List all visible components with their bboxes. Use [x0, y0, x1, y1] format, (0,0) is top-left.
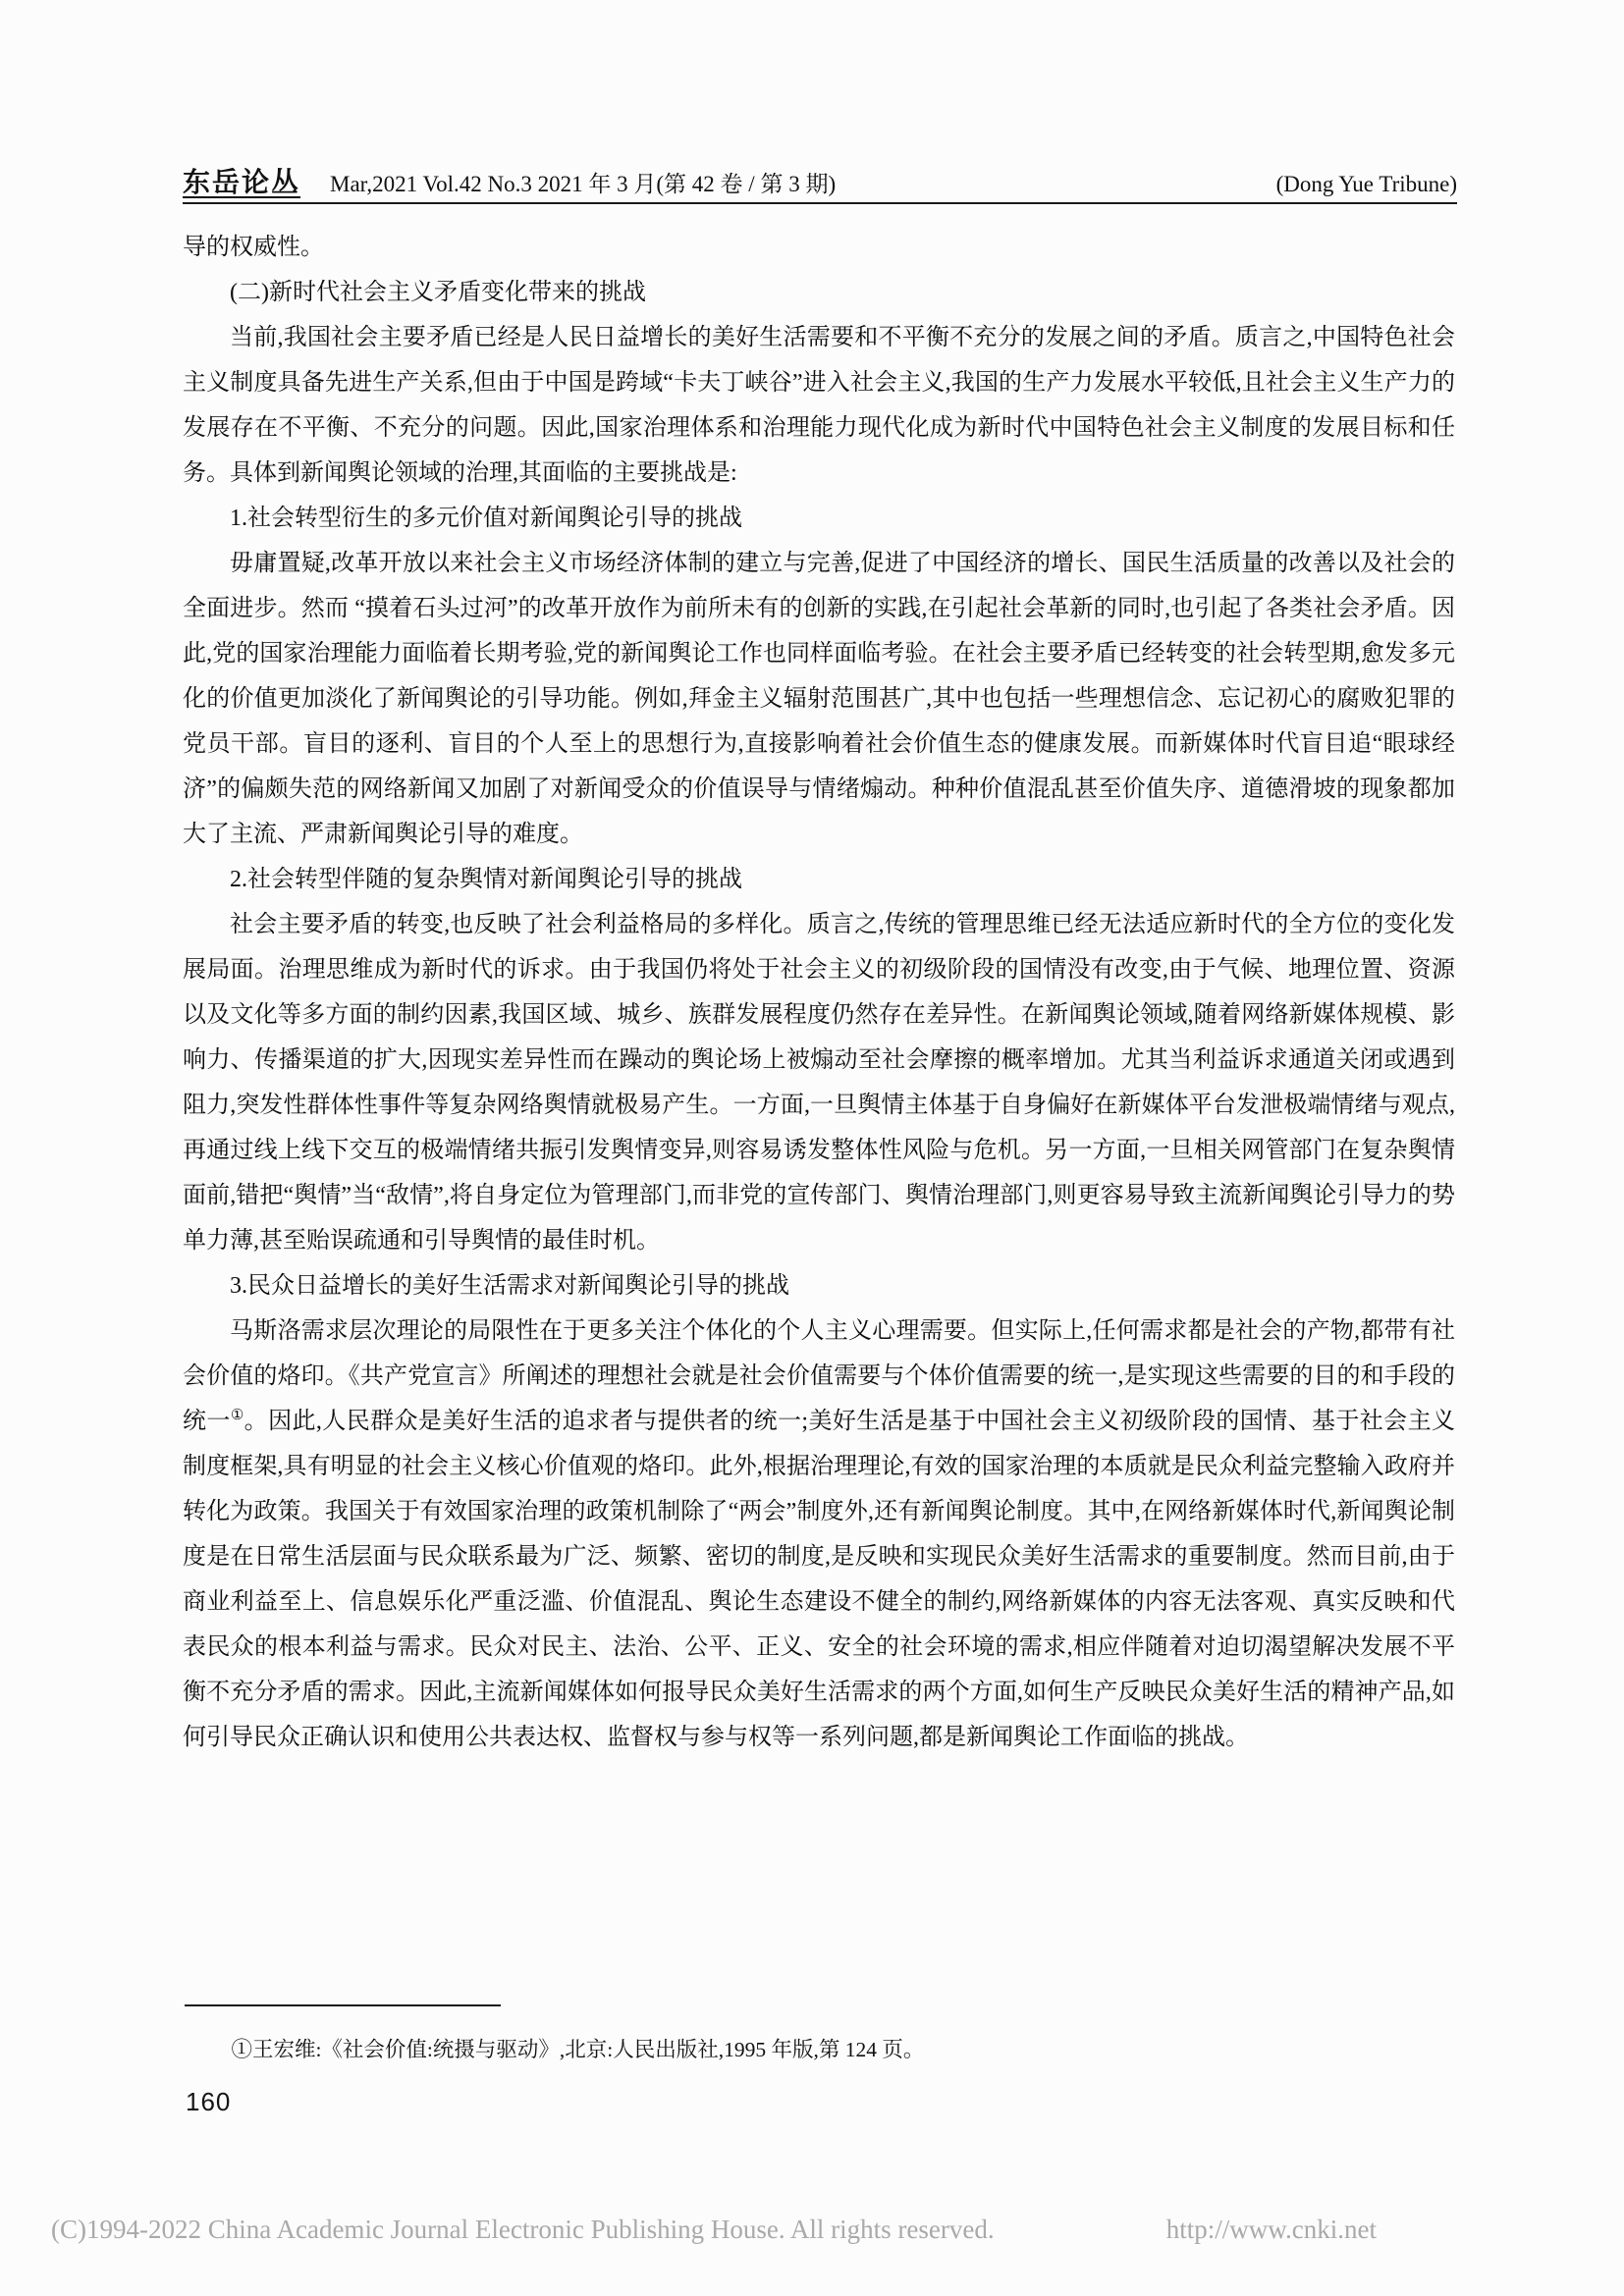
journal-title-english: (Dong Yue Tribune): [1275, 172, 1457, 196]
paragraph: 当前,我国社会主要矛盾已经是人民日益增长的美好生活需要和不平衡不充分的发展之间的矛盾。质言之,中国特色社会主义制度具备先进生产关系,但由于中国是跨域“卡夫丁峡谷”进入社会主义,我国的生产力发展水平较低,且社会主义生产力的发展存在不平衡、不充分的问题。因此,国家治理体系和治理能力现代化成为新时代中国特色社会主义制度的发展目标和任务。具体到新闻舆论领域的治理,其面临的主要挑战是:: [183, 325, 1455, 486]
header-left: [183, 161, 836, 200]
footnote: ①王宏维:《社会价值:统摄与驱动》,北京:人民出版社,1995 年版,第 124 页。: [231, 2038, 925, 2061]
issue-info: Mar,2021 Vol.42 No.3 2021 年 3 月(第 42 卷 / 第 3 期): [330, 172, 837, 196]
journal-title: 东岳论丛: [183, 168, 301, 198]
article-body: [183, 225, 1455, 1760]
paragraph: 导的权威性。: [183, 235, 324, 260]
header-rule: [183, 202, 1457, 204]
footnote-reference: ①: [230, 1408, 244, 1423]
copyright-text: (C)1994-2022 China Academic Journal Electronic Publishing House. All rights reserved.: [51, 2215, 995, 2244]
page-number: 160: [186, 2087, 232, 2116]
section-heading: 2.社会转型伴随的复杂舆情对新闻舆论引导的挑战: [230, 867, 742, 892]
footer-url[interactable]: http://www.cnki.net: [1165, 2215, 1377, 2244]
page-header: [183, 161, 1457, 200]
footnote-divider: [185, 2004, 501, 2006]
section-heading: 1.社会转型衍生的多元价值对新闻舆论引导的挑战: [230, 506, 742, 531]
paragraph: 社会主要矛盾的转变,也反映了社会利益格局的多样化。质言之,传统的管理思维已经无法适应新时代的全方位的变化发展局面。治理思维成为新时代的诉求。由于我国仍将处于社会主义的初级阶段的国情没有改变,由于气候、地理位置、资源以及文化等多方面的制约因素,我国区域、城乡、族群发展程度仍然存在差异性。在新闻舆论领域,随着网络新媒体规模、影响力、传播渠道的扩大,因现实差异性而在躁动的舆论场上被煽动至社会摩擦的概率增加。尤其当利益诉求通道关闭或遇到阻力,突发性群体性事件等复杂网络舆情就极易产生。一方面,一旦舆情主体基于自身偏好在新媒体平台发泄极端情绪与观点,再通过线上线下交互的极端情绪共振引发舆情变异,则容易诱发整体性风险与危机。另一方面,一旦相关网管部门在复杂舆情面前,错把“舆情”当“敌情”,将自身定位为管理部门,而非党的宣传部门、舆情治理部门,则更容易导致主流新闻舆论引导力的势单力薄,甚至贻误疏通和引导舆情的最佳时机。: [183, 912, 1455, 1254]
paragraph: 毋庸置疑,改革开放以来社会主义市场经济体制的建立与完善,促进了中国经济的增长、国民生活质量的改善以及社会的全面进步。然而 “摸着石头过河”的改革开放作为前所未有的创新的实践,在引起社会革新的同时,也引起了各类社会矛盾。因此,党的国家治理能力面临着长期考验,党的新闻舆论工作也同样面临考验。在社会主要矛盾已经转变的社会转型期,愈发多元化的价值更加淡化了新闻舆论的引导功能。例如,拜金主义辐射范围甚广,其中也包括一些理想信念、忘记初心的腐败犯罪的党员干部。盲目的逐利、盲目的个人至上的思想行为,直接影响着社会价值生态的健康发展。而新媒体时代盲目追“眼球经济”的偏颇失范的网络新闻又加剧了对新闻受众的价值误导与情绪煽动。种种价值混乱甚至价值失序、道德滑坡的现象都加大了主流、严肃新闻舆论引导的难度。: [183, 551, 1455, 847]
copyright-footer: [51, 2215, 1377, 2245]
paragraph: 马斯洛需求层次理论的局限性在于更多关注个体化的个人主义心理需要。但实际上,任何需求都是社会的产物,都带有社会价值的烙印。《共产党宣言》所阐述的理想社会就是社会价值需要与个体价值需要的统一,是实现这些需要的目的和手段的统一①。因此,人民群众是美好生活的追求者与提供者的统一;美好生活是基于中国社会主义初级阶段的国情、基于社会主义制度框架,具有明显的社会主义核心价值观的烙印。此外,根据治理理论,有效的国家治理的本质就是民众利益完整输入政府并转化为政策。我国关于有效国家治理的政策机制除了“两会”制度外,还有新闻舆论制度。其中,在网络新媒体时代,新闻舆论制度是在日常生活层面与民众联系最为广泛、频繁、密切的制度,是反映和实现民众美好生活需求的重要制度。然而目前,由于商业利益至上、信息娱乐化严重泛滥、价值混乱、舆论生态建设不健全的制约,网络新媒体的内容无法客观、真实反映和代表民众的根本利益与需求。民众对民主、法治、公平、正义、安全的社会环境的需求,相应伴随着对迫切渴望解决发展不平衡不充分矛盾的需求。因此,主流新闻媒体如何报导民众美好生活需求的两个方面,如何生产反映民众美好生活的精神产品,如何引导民众正确认识和使用公共表达权、监督权与参与权等一系列问题,都是新闻舆论工作面临的挑战。: [183, 1318, 1455, 1750]
section-heading: (二)新时代社会主义矛盾变化带来的挑战: [230, 280, 646, 305]
section-heading: 3.民众日益增长的美好生活需求对新闻舆论引导的挑战: [230, 1273, 789, 1299]
